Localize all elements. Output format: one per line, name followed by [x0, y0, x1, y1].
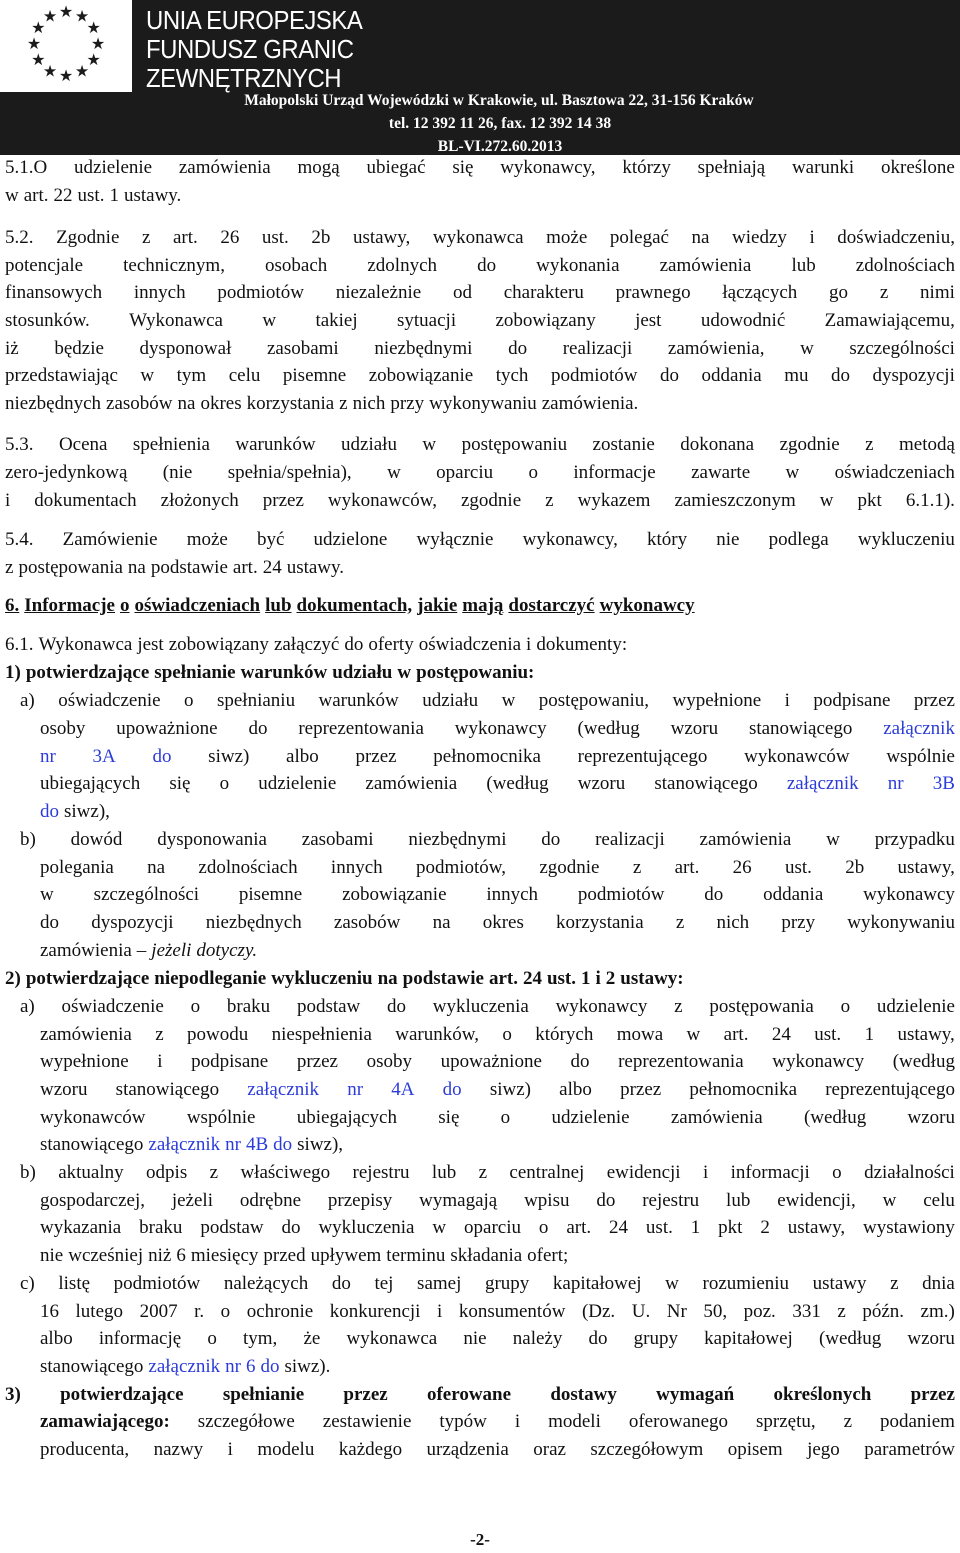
document-line: polegania na zdolnościach innych podmiotów, zgodnie z art. 26 ust. 2b ustawy, — [40, 857, 955, 878]
document-line: 3) potwierdzające spełnianie przez oferowane dostawy wymagań określonych przez — [5, 1384, 955, 1405]
organization-name — [146, 6, 362, 93]
flag-star-icon: ★ — [31, 52, 46, 69]
flag-star-icon: ★ — [31, 20, 46, 37]
flag-star-icon: ★ — [90, 36, 106, 53]
header-address: Małopolski Urząd Wojewódzki w Krakowie, ul. Basztowa 22, 31-156 Kraków — [244, 92, 754, 109]
header-reference: BL-VI.272.60.2013 — [437, 138, 563, 155]
flag-star-icon: ★ — [86, 52, 101, 69]
flag-star-icon: ★ — [26, 36, 42, 53]
document-line: 6.1. Wykonawca jest zobowiązany załączyć do oferty oświadczenia i dokumenty: — [5, 634, 628, 655]
document-line: zero-jedynkową (nie spełnia/spełnia), w oparciu o informacje zawarte w oświadczeniach — [5, 462, 955, 483]
org-line-1: UNIA EUROPEJSKA — [146, 5, 363, 35]
document-line: b) aktualny odpis z właściwego rejestru lub z centralnej ewidencji i informacji o działalności — [20, 1162, 955, 1183]
header-banner — [0, 0, 960, 155]
page-number: -2- — [470, 1530, 490, 1549]
document-line: a) oświadczenie o spełnianiu warunków udziału w postępowaniu, wypełnione i podpisane przez — [20, 690, 955, 711]
document-line: gospodarczej, jeżeli odrębne przepisy wymagają wpisu do rejestru lub ewidencji, w celu — [40, 1190, 955, 1211]
document-line: 5.3. Ocena spełnienia warunków udziału w postępowaniu zostanie dokonana zgodnie z metodą — [5, 434, 955, 455]
document-line: zamówienia – jeżeli dotyczy. — [40, 940, 258, 961]
document-line: zamawiającego: szczegółowe zestawienie typów i modeli oferowanego sprzętu, z podaniem — [40, 1411, 955, 1432]
document-line: w szczególności pisemne zobowiązanie innych podmiotów do oddania wykonawcy — [40, 884, 955, 905]
document-line: w art. 22 ust. 1 ustawy. — [5, 185, 182, 206]
document-line: stanowiącego załącznik nr 4B do siwz), — [40, 1134, 344, 1155]
flag-star-icon: ★ — [86, 20, 101, 37]
document-line: wypełnione i podpisane przez osoby upoważnione do reprezentowania wykonawcy (według — [40, 1051, 955, 1072]
document-line: z postępowania na podstawie art. 24 ustawy. — [5, 557, 345, 578]
document-line: wykonawców wspólnie ubiegających się o udzielenie zamówienia (według wzoru — [40, 1107, 955, 1128]
eu-flag-logo — [0, 0, 132, 92]
document-line: 2) potwierdzające niepodleganie wykluczeniu na podstawie art. 24 ust. 1 i 2 ustawy: — [5, 968, 684, 989]
flag-star-icon: ★ — [42, 8, 58, 26]
document-line: c) listę podmiotów należących do tej samej grupy kapitałowej w rozumieniu ustawy z dnia — [20, 1273, 955, 1294]
document-line: 6. Informacje o oświadczeniach lub dokumentach, jakie mają dostarczyć wykonawcy — [5, 595, 695, 616]
document-line: niezbędnych zasobów na okres korzystania z nich przy wykonywaniu zamówienia. — [5, 393, 639, 414]
document-line: osoby upoważnione do reprezentowania wykonawcy (według wzoru stanowiącego załącznik — [40, 718, 955, 739]
document-line: stanowiącego załącznik nr 6 do siwz). — [40, 1356, 331, 1377]
document-line: 16 lutego 2007 r. o ochronie konkurencji i konsumentów (Dz. U. Nr 50, poz. 331 z późn. zm.) — [40, 1301, 955, 1322]
document-line: do dyspozycji niezbędnych zasobów na okres korzystania z nich przy wykonywaniu — [40, 912, 955, 933]
document-line: producenta, nazwy i modelu każdego urządzenia oraz szczegółowym opisem jego parametrów — [40, 1439, 955, 1460]
document-line: przedstawiając w tym celu pisemne zobowiązanie tych podmiotów do oddania mu do dyspozycji — [5, 365, 955, 386]
document-line: potencjale technicznym, osobach zdolnych do wykonania zamówienia lub zdolnościach — [5, 255, 955, 276]
header-phone: tel. 12 392 11 26, fax. 12 392 14 38 — [388, 115, 612, 132]
flag-star-icon: ★ — [42, 63, 58, 81]
document-line: a) oświadczenie o braku podstaw do wykluczenia wykonawcy z postępowania o udzielenie — [20, 996, 955, 1017]
document-line: b) dowód dysponowania zasobami niezbędnymi do realizacji zamówienia w przypadku — [20, 829, 955, 850]
document-line: 5.1.O udzielenie zamówienia mogą ubiegać się wykonawcy, którzy spełniają warunki określone — [5, 157, 955, 178]
org-line-2: FUNDUSZ GRANIC — [146, 34, 354, 64]
document-line: nie wcześniej niż 6 miesięcy przed upływem terminu składania ofert; — [40, 1245, 569, 1266]
document-line: ubiegających się o udzielenie zamówienia (według wzoru stanowiącego załącznik nr 3B — [40, 773, 955, 794]
document-line: wykazania braku podstaw do wykluczenia w oparciu o art. 24 ust. 1 pkt 2 ustawy, wystawiony — [40, 1217, 955, 1238]
document-line: iż będzie dysponował zasobami niezbędnymi do realizacji zamówienia, w szczególności — [5, 338, 955, 359]
document-line: stosunków. Wykonawca w takiej sytuacji zobowiązany jest udowodnić Zamawiającemu, — [5, 310, 955, 331]
flag-star-icon: ★ — [58, 4, 74, 21]
document-line: zamówienia z powodu niespełnienia warunków, o których mowa w art. 24 ust. 1 ustawy, — [40, 1024, 955, 1045]
flag-star-icon: ★ — [74, 63, 90, 81]
document-line: i dokumentach złożonych przez wykonawców, zgodnie z wykazem zamieszczonym w pkt 6.1.1). — [5, 490, 955, 511]
document-line: wzoru stanowiącego załącznik nr 4A do siwz) albo przez pełnomocnika reprezentującego — [40, 1079, 955, 1100]
document-line: finansowych innych podmiotów niezależnie od charakteru prawnego łączących go z nimi — [5, 282, 955, 303]
document-line: 1) potwierdzające spełnianie warunków udziału w postępowaniu: — [5, 662, 535, 683]
flag-star-icon: ★ — [74, 8, 90, 26]
document-line: do siwz), — [40, 801, 110, 822]
org-line-3: ZEWNĘTRZNYCH — [146, 63, 342, 93]
document-line: albo informację o tym, że wykonawca nie należy do grupy kapitałowej (według wzoru — [40, 1328, 955, 1349]
document-line: nr 3A do siwz) albo przez pełnomocnika reprezentującego wykonawców wspólnie — [40, 746, 955, 767]
document-line: 5.2. Zgodnie z art. 26 ust. 2b ustawy, wykonawca może polegać na wiedzy i doświadczeniu, — [5, 227, 955, 248]
document-line: 5.4. Zamówienie może być udzielone wyłącznie wykonawcy, który nie podlega wykluczeniu — [5, 529, 955, 550]
flag-star-icon: ★ — [58, 68, 74, 85]
